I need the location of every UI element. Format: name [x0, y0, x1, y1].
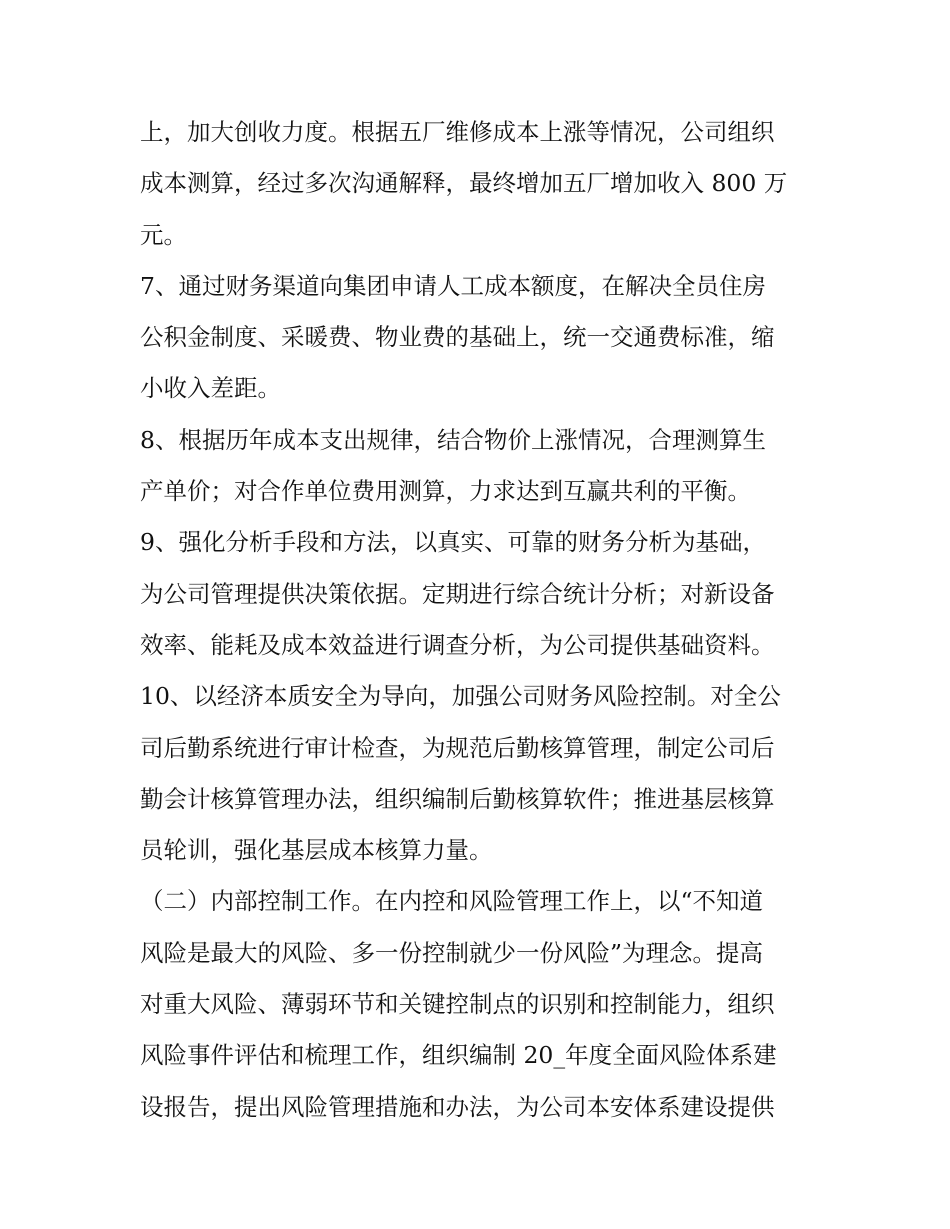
text-line: 风险事件评估和梳理工作，组织编制 20_年度全面风险体系建 — [140, 1041, 777, 1070]
text-line: 上，加大创收力度。根据五厂维修成本上涨等情况，公司组织 — [140, 118, 775, 146]
text-line: 员轮训，强化基层成本核算力量。 — [140, 836, 493, 865]
text-line: 风险是最大的风险、多一份控制就少一份风险”为理念。提高 — [140, 938, 764, 967]
text-line: 勤会计核算管理办法，组织编制后勤核算软件；推进基层核算 — [140, 784, 775, 813]
text-line: 9、强化分析手段和方法，以真实、可靠的财务分析为基础， — [140, 528, 766, 557]
document-body — [140, 107, 820, 1133]
text-line: 7、通过财务渠道向集团申请人工成本额度，在解决全员住房 — [140, 271, 766, 300]
text-line: 对重大风险、薄弱环节和关键控制点的识别和控制能力，组织 — [140, 990, 775, 1019]
text-line: 设报告，提出风险管理措施和办法，为公司本安体系建设提供 — [140, 1092, 775, 1121]
text-line: 产单价；对合作单位费用测算，力求达到互赢共利的平衡。 — [140, 477, 751, 506]
text-line: 成本测算，经过多次沟通解释，最终增加五厂增加收入 800 万 — [140, 169, 788, 198]
text-line: 10、以经济本质安全为导向，加强公司财务风险控制。对全公 — [140, 682, 781, 711]
text-line: 8、根据历年成本支出规律，结合物价上涨情况，合理测算生 — [140, 425, 766, 454]
text-line: 公积金制度、采暖费、物业费的基础上，统一交通费标准，缩 — [140, 323, 775, 352]
text-line: 效率、能耗及成本效益进行调查分析，为公司提供基础资料。 — [140, 630, 775, 659]
text-line: （二）内部控制工作。在内控和风险管理工作上，以“不知道 — [140, 887, 764, 916]
text-line: 元。 — [140, 220, 187, 249]
text-line: 司后勤系统进行审计检查，为规范后勤核算管理，制定公司后 — [140, 733, 775, 762]
text-line: 小收入差距。 — [140, 374, 281, 403]
text-line: 为公司管理提供决策依据。定期进行综合统计分析；对新设备 — [140, 579, 775, 608]
